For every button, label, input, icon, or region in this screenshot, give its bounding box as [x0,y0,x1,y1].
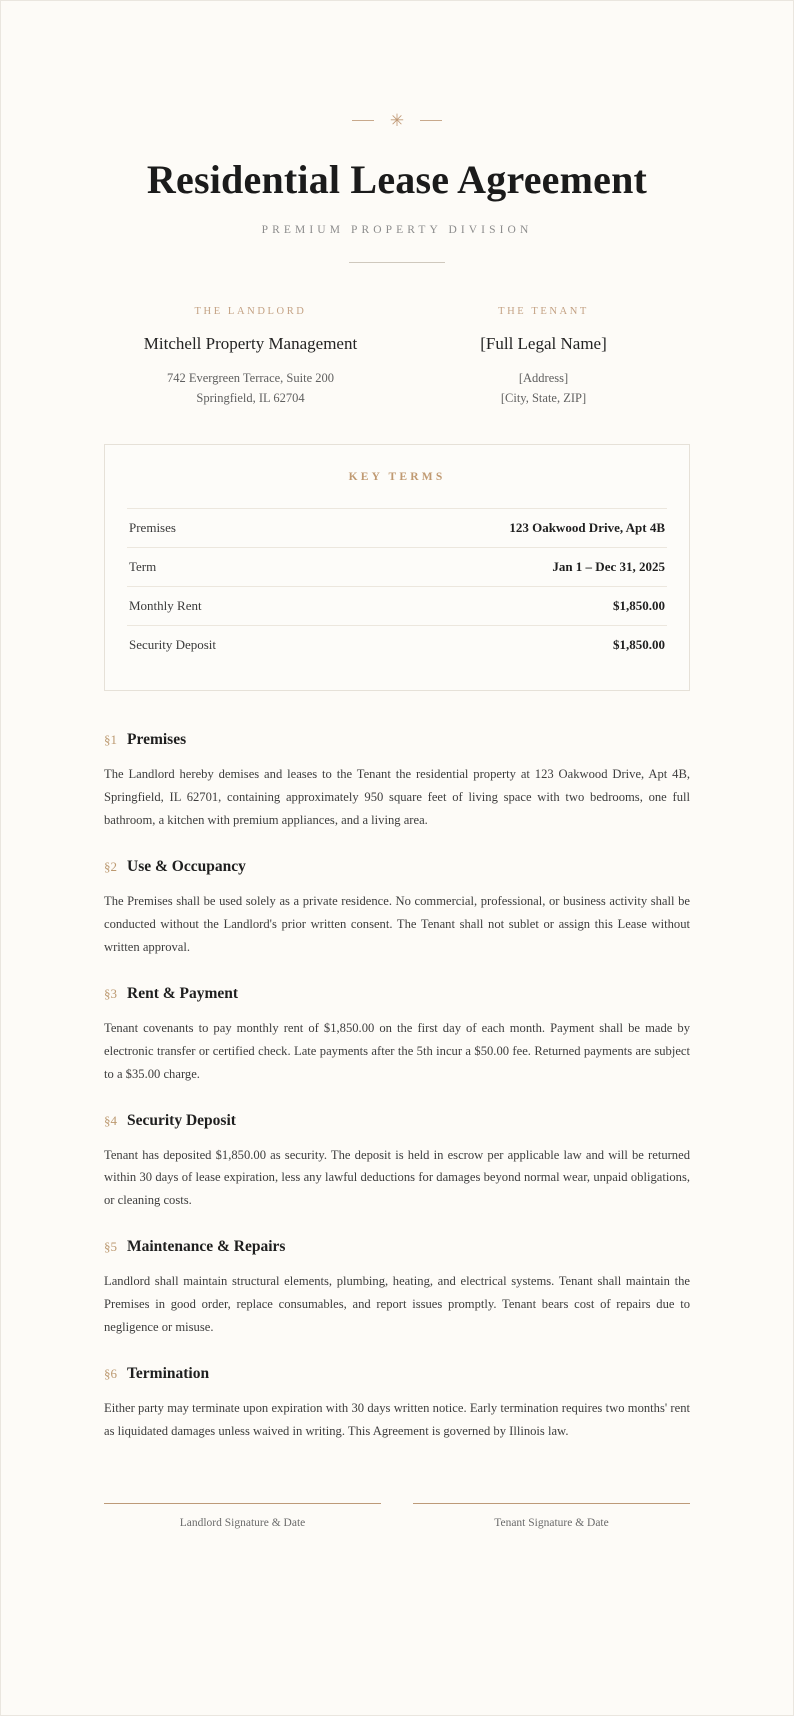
clause-maintenance-repairs [104,1238,690,1339]
signature-line[interactable] [104,1503,381,1504]
clause-title: Security Deposit [127,1111,236,1129]
clause-number: §4 [104,1112,117,1128]
page-title: Residential Lease Agreement [146,157,648,202]
clause-premises [104,731,690,832]
party-address-line-1: 742 Evergreen Terrace, Suite 200 [166,371,334,386]
key-terms-value: $1,850.00 [613,637,665,653]
clause-body: Tenant covenants to pay monthly rent of $1,850.00 on the first day of each month. Payment shall be made by electronic transfer or certified check. Late payments after the 5th incur a $50.00 fee. Returned payments are subject to a $35.00 charge. [104,1020,690,1081]
key-terms-label: Security Deposit [129,637,217,653]
clause-number: §6 [104,1365,117,1381]
signature-caption: Tenant Signature & Date [494,1516,609,1529]
ornament-star-icon: ✳ [389,110,405,130]
clause-termination [104,1365,690,1443]
parties-section [104,306,690,408]
key-terms-title: KEY TERMS [348,471,446,484]
signature-section [104,1503,690,1569]
party-name: Mitchell Property Management [143,334,358,353]
key-terms-value: Jan 1 – Dec 31, 2025 [552,559,665,575]
clause-title: Premises [127,731,187,749]
party-landlord [104,306,397,408]
clause-number: §5 [104,1239,117,1255]
clause-number: §3 [104,985,117,1001]
key-terms-label: Premises [129,520,176,536]
party-role-label: THE LANDLORD [194,306,307,317]
signature-block-tenant [413,1503,690,1529]
page-subtitle: PREMIUM PROPERTY DIVISION [261,224,533,236]
party-address-line-2: [City, State, ZIP] [500,391,587,406]
clause-body: Tenant has deposited $1,850.00 as security. The deposit is held in escrow per applicable law and will be returned within 30 days of lease expiration, less any lawful deductions for damages beyond normal wear, unpaid obligations, or cleaning costs. [104,1147,690,1208]
party-address-line-2: Springfield, IL 62704 [196,391,305,406]
header-ornament [104,1,690,130]
key-terms-row [127,508,667,547]
clause-heading [104,1238,690,1256]
clause-rent-payment [104,985,690,1086]
ornament-dash-right-icon [420,120,442,121]
clause-heading [104,858,690,876]
key-terms-label: Term [129,559,157,575]
clause-security-deposit [104,1112,690,1213]
key-terms-value: 123 Oakwood Drive, Apt 4B [509,520,665,536]
clause-title: Maintenance & Repairs [127,1238,286,1256]
clause-heading [104,1112,690,1130]
signature-block-landlord [104,1503,381,1529]
key-terms-row [127,586,667,625]
clauses-section [104,731,690,1442]
key-terms-panel [104,444,690,691]
signature-caption: Landlord Signature & Date [179,1516,306,1529]
clause-heading [104,985,690,1003]
clause-number: §1 [104,732,117,748]
clause-body: Landlord shall maintain structural elements, plumbing, heating, and electrical systems. Tenant shall maintain the Premises in good order, replace consumables, and report issues promptly. Tenant bears cost of repairs due to negligence or misuse. [104,1274,690,1335]
key-terms-value: $1,850.00 [613,598,665,614]
key-terms-row [127,625,667,664]
ornament-dash-left-icon [352,120,374,121]
clause-body: The Premises shall be used solely as a private residence. No commercial, professional, or business activity shall be conducted without the Landlord's prior written consent. The Tenant shall not sublet or assign this Lease without written approval. [104,894,690,954]
clause-use-occupancy [104,858,690,959]
signature-line[interactable] [413,1503,690,1504]
clause-body: The Landlord hereby demises and leases to the Tenant the residential property at 123 Oakwood Drive, Apt 4B, Springfield, IL 62701, containing approximately 950 square feet of living space with two bedrooms, one full bathroom, a kitchen with premium appliances, and a living area. [104,767,690,828]
key-terms-row [127,547,667,586]
clause-title: Termination [127,1364,210,1382]
key-terms-label: Monthly Rent [129,598,202,614]
clause-title: Rent & Payment [127,984,239,1002]
title-divider [349,262,445,263]
party-name: [Full Legal Name] [480,334,607,353]
clause-body: Either party may terminate upon expiration with 30 days written notice. Early termination requires two months' rent as liquidated damages unless waived in writing. This Agreement is governed by Illinois law. [104,1400,690,1438]
party-tenant [397,306,690,408]
party-address-line-1: [Address] [518,371,569,386]
clause-title: Use & Occupancy [127,858,246,876]
party-role-label: THE TENANT [498,306,589,317]
clause-heading [104,1365,690,1383]
clause-number: §2 [104,859,117,875]
clause-heading [104,731,690,749]
